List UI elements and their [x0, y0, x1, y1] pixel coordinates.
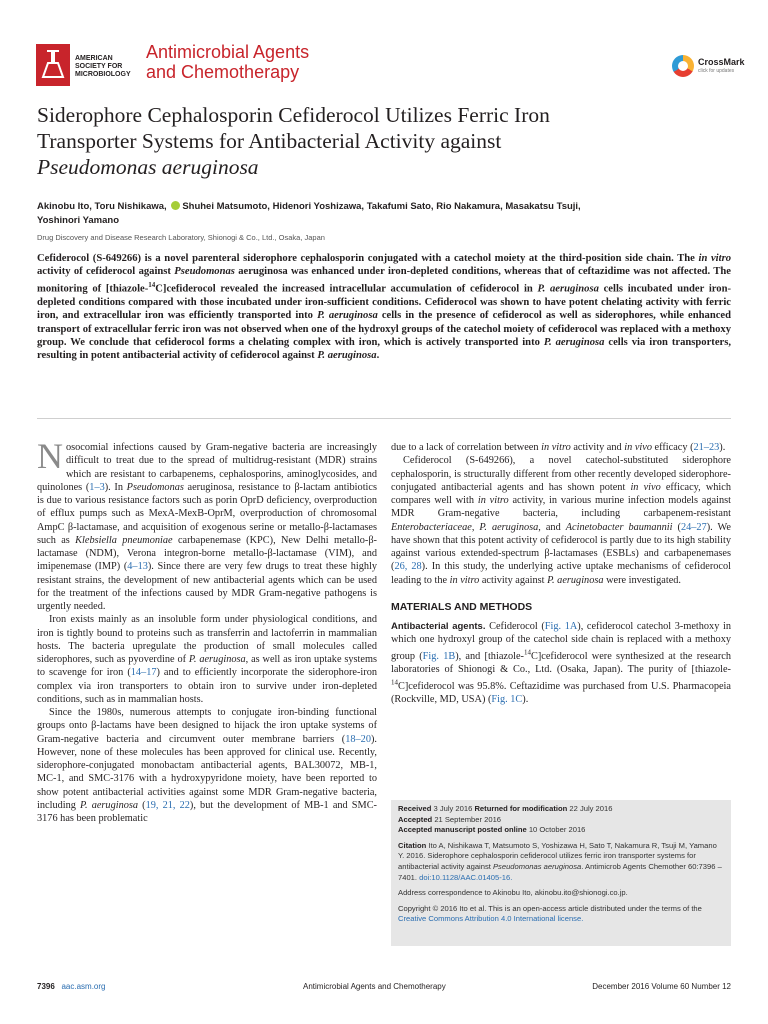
license-link[interactable]: Creative Commons Attribution 4.0 International license. [398, 914, 584, 924]
intro-paragraph-1: Nosocomial infections caused by Gram-negative bacteria are increasingly difficult to treat due to the spread of multidrug-resistant (MDR) strains which are resistant to carbapenems, cephalosporins, aminoglycosides, and quinolones (1–3). In Pseudomonas aeruginosa, resistance to β-lactam antibiotics is due to various resistance factors such as porin OprD deficiency, overproduction of efflux pumps such as MexA-MexB-OprM, overproduction of chromosomal AmpC β-lactamase, and acquisition of exogenous serine or metallo-β-lactamases such as Klebsiella pneumoniae carbapenemase (KPC), New Delhi metallo-β-lactamase (NDM), Verona integron-borne metallo-β-lactamase (VIM), and imipenemase (IMP) (4–13). Since there are very few drugs to treat these highly resistant strains, the development of new antibacterial agents which can be used for the treatment of the infections caused by MDR Gram-negative pathogens is urgently needed. [37, 436, 378, 612]
crossmark-icon [672, 55, 694, 77]
flask-icon [40, 48, 66, 82]
correspondence: Address correspondence to Akinobu Ito, akinobu.ito@shionogi.co.jp. [398, 888, 628, 898]
society-name: AMERICAN SOCIETY FOR MICROBIOLOGY [75, 55, 131, 78]
doi-link[interactable]: doi:10.1128/AAC.01405-16. [419, 872, 513, 882]
site-link[interactable]: aac.asm.org [61, 982, 106, 991]
body-column-left [37, 436, 378, 825]
orcid-icon[interactable] [171, 201, 180, 210]
footer-journal: Antimicrobial Agents and Chemotherapy [303, 982, 446, 991]
footer-issue: December 2016 Volume 60 Number 12 [592, 982, 731, 991]
author-list: Akinobu Ito, Toru Nishikawa, Shuhei Matsumoto, Hidenori Yoshizawa, Takafumi Sato, Rio Nakamura, Masakatsu Tsuji, Yoshinori Yamano [37, 201, 581, 226]
abstract: Cefiderocol (S-649266) is a novel parenteral siderophore cephalosporin conjugated with a catechol moiety at the third-position side chain. The in vitro activity of cefiderocol against Pseudomonas aeruginosa was enhanced under iron-depleted conditions, whereas that of ceftazidime was not affected. The monitoring of [thiazole-$^{14}$C]cefiderocol revealed the increased intracellular accumulation of cefiderocol in P. aeruginosa cells incubated under iron-depleted conditions compared with those incubated under iron-sufficient conditions. Cefiderocol was shown to have potent chelating activity with ferric iron, and extracellular iron was efficiently transported into P. aeruginosa cells in the presence of cefiderocol as well as siderophores, while enhanced transport of extracellular ferric iron was not observed when one of the hydroxyl groups of the catechol moiety of cefiderocol was replaced with a methoxy group. We conclude that cefiderocol forms a chelating complex with iron, which is actively transported into P. aeruginosa cells via iron transporters, resulting in potent antibacterial activity of cefiderocol against P. aeruginosa. [37, 253, 732, 362]
citation: Citation Ito A, Nishikawa T, Matsumoto S, Yoshizawa H, Sato T, Nakamura R, Tsuji M, Yamano Y. 2016. Siderophore cephalosporin cefiderocol utilizes ferric iron transporter systems for antibacterial activity against Pseudomonas aeruginosa. Antimicrob Agents Chemother 60:7396 –7401. doi:10.1128/AAC.01405-16. [398, 840, 722, 882]
article-info-box: Received 3 July 2016 Returned for modification 22 July 2016 Accepted 21 September 2016 Accepted manuscript posted online 10 October 2016 Citation Ito A, Nishikawa T, Matsumoto S, Yoshizawa H, Sato T, Nakamura R, Tsuji M, Yamano Y. 2016. Siderophore cephalosporin cefiderocol utilizes ferric iron transporter systems for antibacterial activity against Pseudomonas aeruginosa. Antimicrob Agents Chemother 60:7396 –7401. doi:10.1128/AAC.01405-16. Address correspondence to Akinobu Ito, akinobu.ito@shionogi.co.jp. Copyright © 2016 Ito et al. This is an open-access article distributed under the terms of the Creative Commons Attribution 4.0 International license. [391, 800, 731, 946]
intro-paragraph-4: due to a lack of correlation between in vitro activity and in vivo efficacy (21–23). [391, 442, 726, 453]
affiliation: Drug Discovery and Disease Research Laboratory, Shionogi & Co., Ltd., Osaka, Japan [37, 233, 325, 242]
intro-paragraph-3: Since the 1980s, numerous attempts to conjugate iron-binding functional groups onto β-lactams have been designed to hijack the iron uptake systems of Gram-negative bacteria and circumvent outer membrane barriers (18–20). However, none of these molecules has been approved for clinical use. Recently, siderophore-conjugated monobactam antibacterial agents, BAL30072, MB-1, MC-1, and SMC-3176 with a hydroxypyridone moiety, have been reported to show potent antibacterial activities against some MDR Gram-negative bacteria, including P. aeruginosa (19, 21, 22), but the development of MB-1 and SMC-3176 has been problematic [37, 707, 377, 824]
journal-name[interactable]: Antimicrobial Agents and Chemotherapy [146, 42, 310, 82]
section-heading: MATERIALS AND METHODS [391, 600, 533, 613]
page-number: 7396 [37, 982, 55, 991]
intro-paragraph-5: Cefiderocol (S-649266), a novel catechol-substituted siderophore cephalosporin, is structurally different from other recently developed siderophore-conjugated antibacterial agents and has shown potent in vivo efficacy, which compares well with in vitro activity, in various murine infection models against MDR Gram-negative bacteria, including carbapenem-resistant Enterobacteriaceae, P. aeruginosa, and Acinetobacter baumannii (24–27). We have shown that this potent activity of cefiderocol is partly due to its high stability against various extended-spectrum β-lactamases (ESBLs) and carbapenemases (26, 28). In this study, the underlying active uptake mechanisms of cefiderocol leading to the in vitro activity against P. aeruginosa were investigated. [391, 455, 731, 586]
body-column-right [391, 441, 731, 706]
divider [37, 418, 731, 419]
methods-paragraph: Antibacterial agents. Cefiderocol (Fig. 1A), cefiderocol catechol 3-methoxy in which one hydroxyl group of the catechol side chain is replaced with a methoxy group (Fig. 1B), and [thiazole-$^{14}$C]cefiderocol were synthesized at the research laboratories of Shionogi & Co., Ltd. (Osaka, Japan). The purity of [thiazole-$^{14}$C]cefiderocol was 95.8%. Ceftazidime was purchased from U.S. Pharmacopeia (Rockville, MD, USA) (Fig. 1C). [391, 621, 731, 706]
intro-paragraph-2: Iron exists mainly as an insoluble form under physiological conditions, and iron is tightly bound to proteins such as transferrin and lactoferrin in mammalian hosts. The bacteria upregulate the production of small molecules called siderophores, such as pyoverdine of P. aeruginosa, as well as iron uptake systems to scavenge for iron (14–17) and to efficiently incorporate the siderophore-iron complex via iron transporters to obtain iron to survive under iron-depleted conditions, such as in mammalian hosts. [37, 614, 377, 705]
copyright: Copyright © 2016 Ito et al. This is an open-access article distributed under the terms of the Creative Commons Attribution 4.0 International license. [398, 903, 702, 924]
article-title: Siderophore Cephalosporin Cefiderocol Utilizes Ferric Iron Transporter Systems for Antibacterial Activity against Pseudomonas aeruginosa [37, 103, 550, 179]
